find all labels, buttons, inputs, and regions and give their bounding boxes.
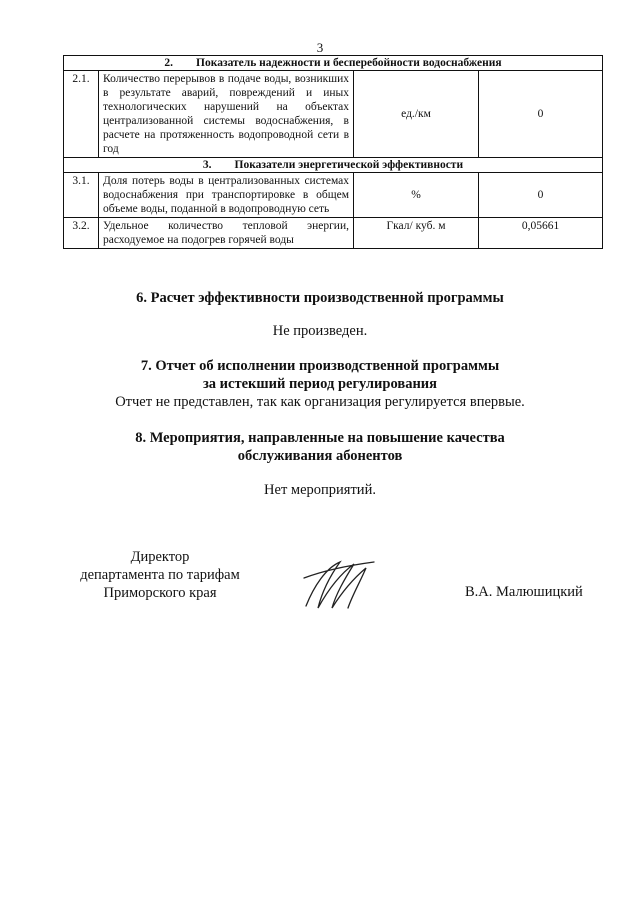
signatory-name: В.А. Малюшицкий: [465, 584, 583, 600]
section-7-heading-line-1: 7. Отчет об исполнении производственной программы: [140, 358, 500, 374]
row-number: 2.1.: [64, 71, 99, 158]
handwritten-signature: [300, 556, 380, 612]
table-row: [64, 173, 603, 218]
row-unit: ед./км: [354, 71, 479, 158]
row-description: Удельное количество тепловой энергии, расходуемое на подогрев горячей воды: [99, 218, 354, 249]
row-unit: Гкал/ куб. м: [354, 218, 479, 249]
signatory-title-line-2: департамента по тарифам: [80, 567, 240, 583]
section-2-title-cell: [64, 56, 603, 71]
section-number: 3.: [202, 159, 212, 171]
section-7-heading-line-2: за истекший период регулирования: [202, 376, 438, 392]
row-value: 0: [479, 173, 603, 218]
table-section-row: [64, 56, 603, 71]
section-title: Показатель надежности и бесперебойности водоснабжения: [196, 57, 502, 69]
signatory-title-line-3: Приморского края: [103, 585, 217, 601]
row-description: Доля потерь воды в централизованных системах водоснабжения при транспортировке в общем объеме воды, поданной в водопроводную сеть: [99, 173, 354, 218]
row-description: Количество перерывов в подаче воды, возникших в результате аварий, повреждений и иных технологических нарушений на объектах централизованной системы водоснабжения, в расчете на протяженность водопроводной сети в год: [99, 71, 354, 158]
section-8-heading-line-1: 8. Мероприятия, направленные на повышение качества: [135, 430, 505, 446]
section-number: 2.: [164, 57, 174, 69]
table-row: [64, 218, 603, 249]
section-8-text: Нет мероприятий.: [264, 482, 376, 498]
section-6-text: Не произведен.: [272, 323, 368, 339]
section-6-heading: 6. Расчет эффективности производственной программы: [136, 290, 504, 306]
row-value: 0: [479, 71, 603, 158]
section-8-heading-line-2: обслуживания абонентов: [237, 448, 403, 464]
table-section-row: [64, 158, 603, 173]
section-3-title-cell: [64, 158, 603, 173]
row-value: 0,05661: [479, 218, 603, 249]
row-unit: %: [354, 173, 479, 218]
row-number: 3.2.: [64, 218, 99, 249]
row-number: 3.1.: [64, 173, 99, 218]
page-number: 3: [316, 40, 324, 55]
indicators-table: [63, 55, 603, 249]
signatory-title-line-1: Директор: [130, 549, 190, 565]
section-7-text: Отчет не представлен, так как организация регулируется впервые.: [115, 394, 525, 410]
table-row: [64, 71, 603, 158]
signatory-title: [70, 548, 250, 602]
section-title: Показатели энергетической эффективности: [234, 159, 464, 171]
